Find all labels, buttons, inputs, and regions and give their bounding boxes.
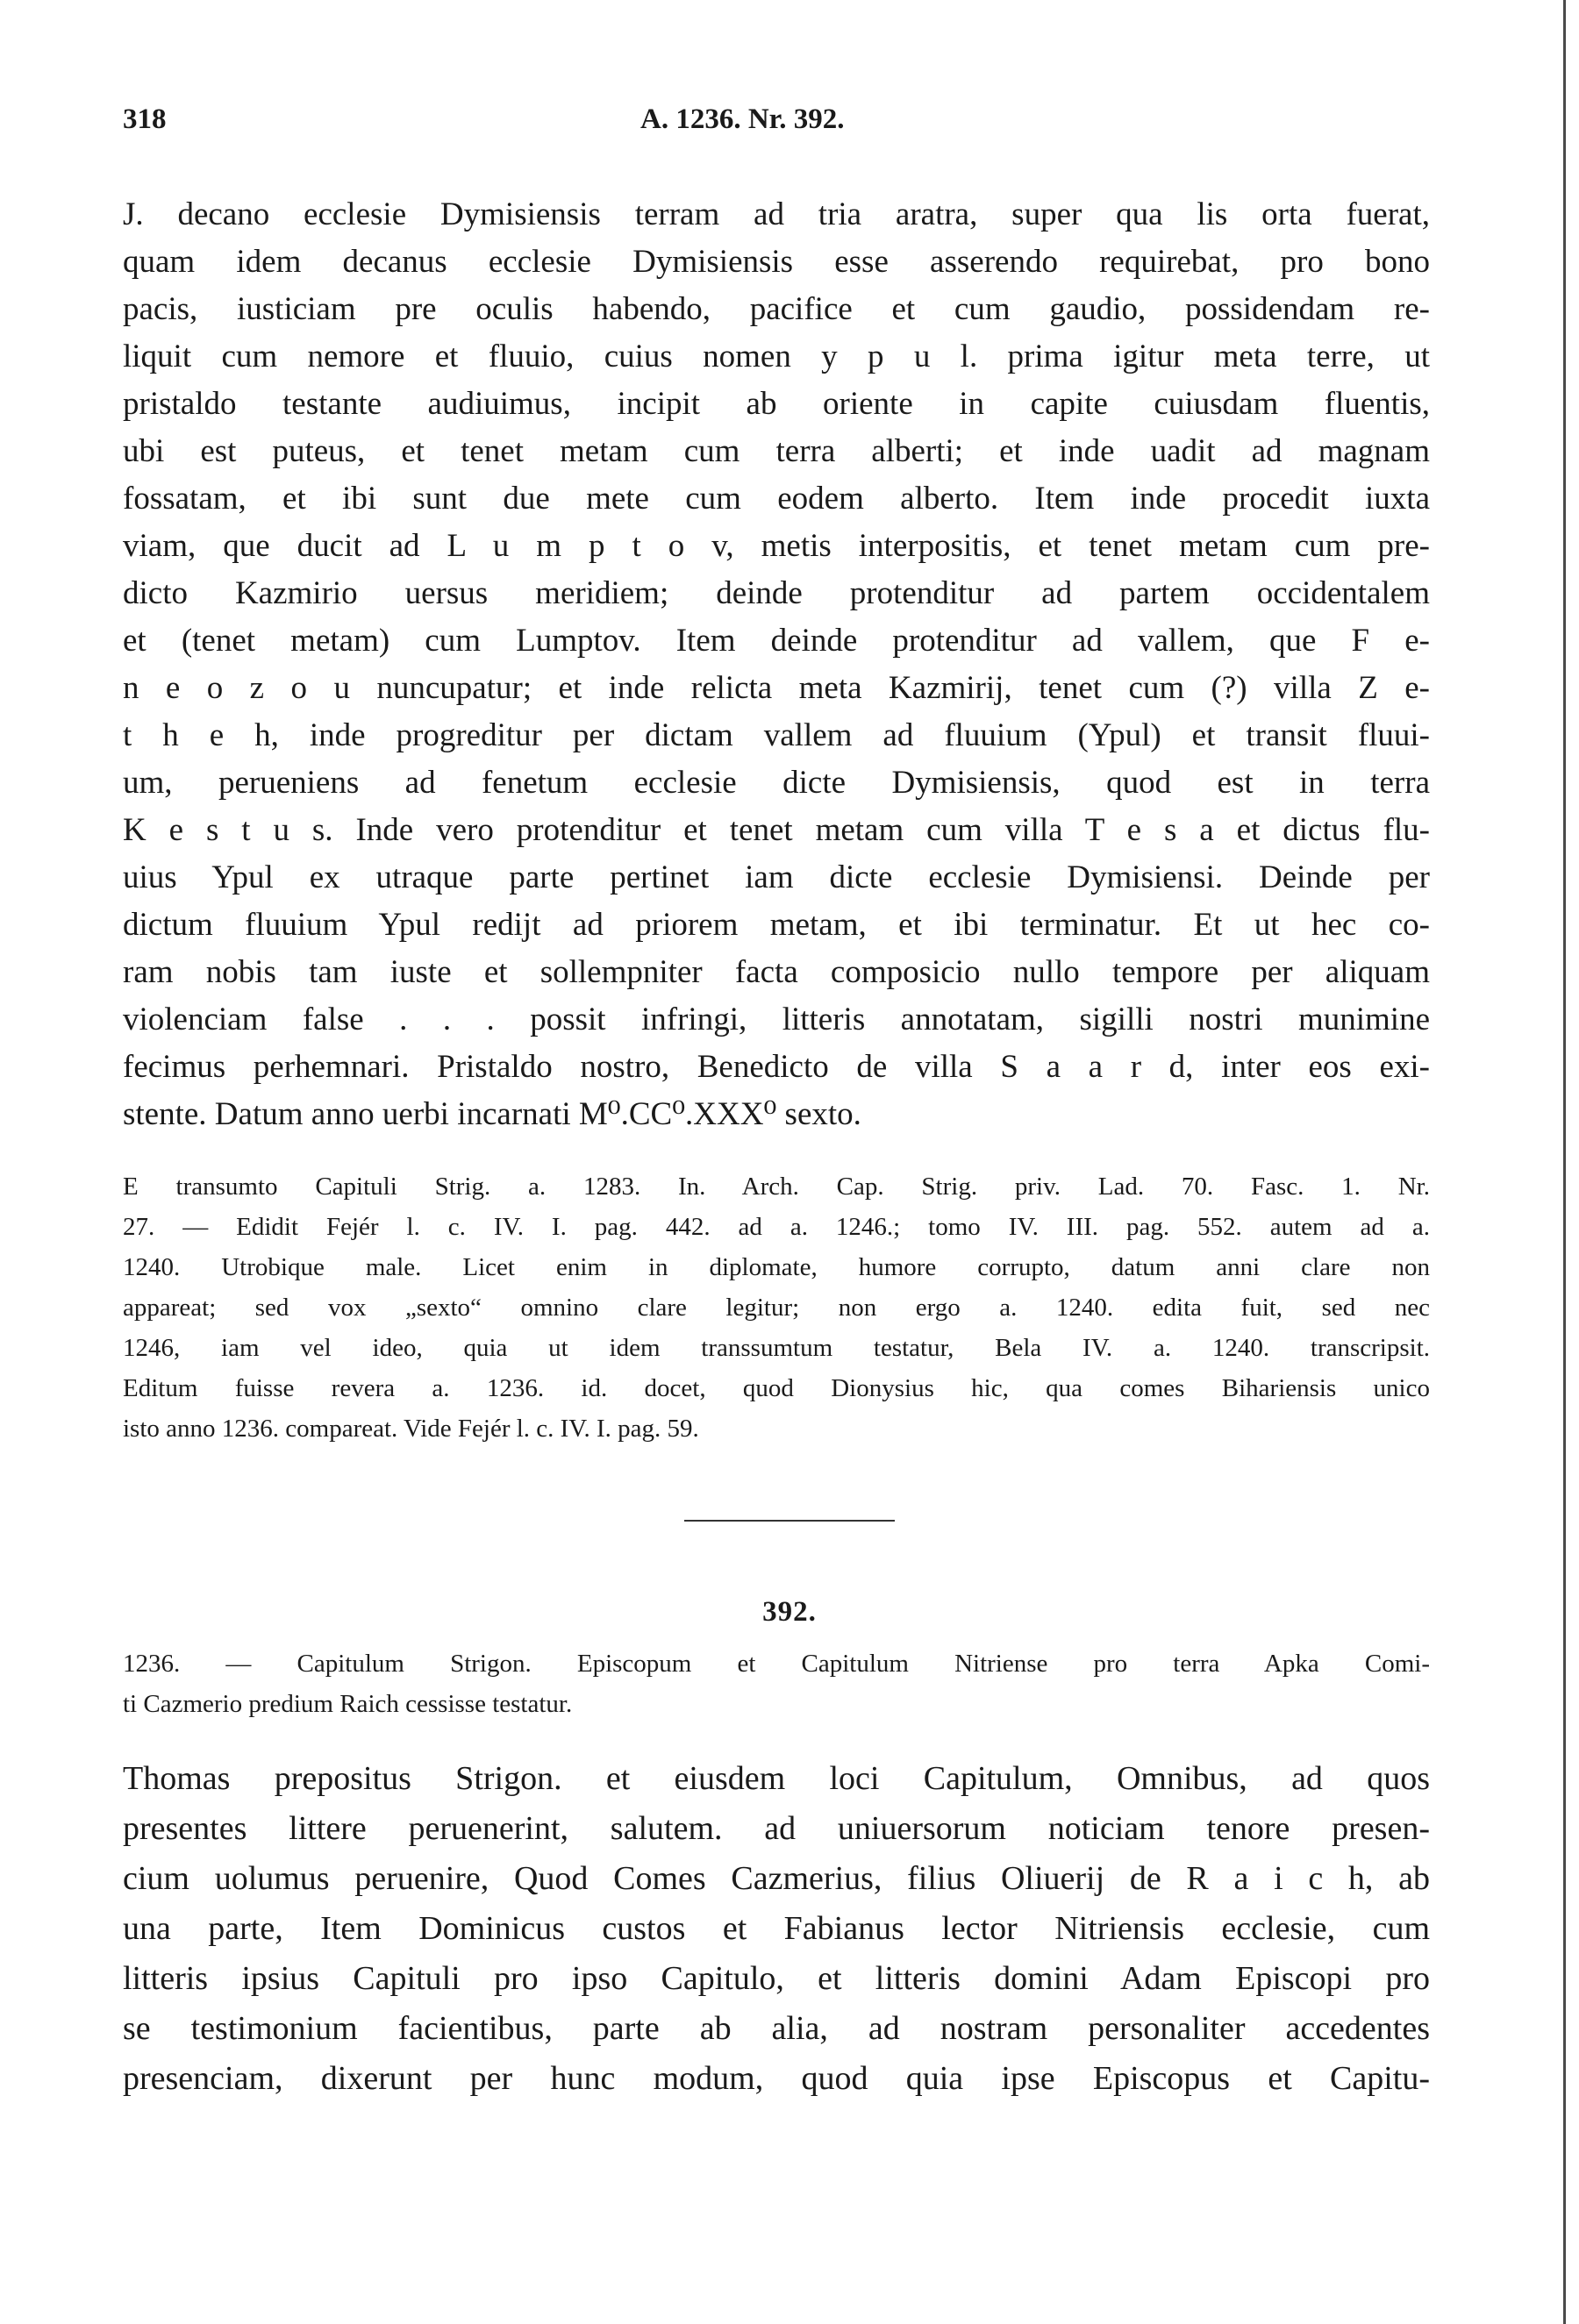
page-edge-line (1563, 0, 1566, 2324)
text-line: K e s t u s. Inde vero protenditur et tenet metam cum villa T e s a et dictus flu- (123, 812, 1430, 848)
charter-392-text (123, 1754, 1430, 2104)
note-line: Editum fuisse revera a. 1236. id. docet, quod Dionysius hic, qua comes Bihariensis unico (123, 1374, 1430, 1402)
text-line: t h e h, inde progreditur per dictam vallem ad fluuium (Ypul) et transit fluui- (123, 717, 1430, 753)
page-number: 318 (123, 103, 167, 135)
text-line: fossatam, et ibi sunt due mete cum eodem alberto. Item inde procedit iuxta (123, 481, 1430, 517)
text-line: ram nobis tam iuste et sollempniter facta composicio nullo tempore per aliquam (123, 954, 1430, 990)
note-line: 1246, iam vel ideo, quia ut idem transsumtum testatur, Bela IV. a. 1240. transcripsit. (123, 1334, 1430, 1362)
note-line: 27. — Edidit Fejér l. c. IV. I. pag. 442. ad a. 1246.; tomo IV. III. pag. 552. autem ad a. (123, 1213, 1430, 1241)
text-line: et (tenet metam) cum Lumptov. Item deinde protenditur ad vallem, que F e- (123, 623, 1430, 659)
summary-line: ti Cazmerio predium Raich cessisse testatur. (123, 1690, 573, 1718)
text-line: una parte, Item Dominicus custos et Fabianus lector Nitriensis ecclesie, cum (123, 1910, 1430, 1947)
charter-391-text (123, 191, 1430, 1138)
text-line: fecimus perhemnari. Pristaldo nostro, Benedicto de villa S a a r d, inter eos exi- (123, 1049, 1430, 1085)
document-number: 392. (762, 1596, 817, 1628)
section-divider (684, 1520, 895, 1522)
text-line: liquit cum nemore et fluuio, cuius nomen y p u l. prima igitur meta terre, ut (123, 339, 1430, 374)
text-line: pristaldo testante audiuimus, incipit ab oriente in capite cuiusdam fluentis, (123, 386, 1430, 422)
text-line: pacis, iusticiam pre oculis habendo, pacifice et cum gaudio, possidendam re- (123, 291, 1430, 327)
text-line: presenciam, dixerunt per hunc modum, quod quia ipse Episcopus et Capitu- (123, 2060, 1430, 2097)
running-header (123, 103, 1439, 139)
summary-line: 1236. — Capitulum Strigon. Episcopum et Capitulum Nitriense pro terra Apka Comi- (123, 1650, 1430, 1678)
text-line: uius Ypul ex utraque parte pertinet iam dicte ecclesie Dymisiensi. Deinde per (123, 859, 1430, 895)
text-line: presentes littere peruenerint, salutem. ad uniuersorum noticiam tenore presen- (123, 1810, 1430, 1847)
note-line: isto anno 1236. compareat. Vide Fejér l. c. IV. I. pag. 59. (123, 1415, 699, 1443)
text-line: J. decano ecclesie Dymisiensis terram ad tria aratra, super qua lis orta fuerat, (123, 196, 1430, 232)
text-line: Thomas prepositus Strigon. et eiusdem loci Capitulum, Omnibus, ad quos (123, 1760, 1430, 1797)
note-line: appareat; sed vox „sexto“ omnino clare legitur; non ergo a. 1240. edita fuit, sed nec (123, 1294, 1430, 1322)
editorial-note (123, 1166, 1430, 1449)
text-line: dictum fluuium Ypul redijt ad priorem metam, et ibi terminatur. Et ut hec co- (123, 907, 1430, 943)
text-line: viam, que ducit ad L u m p t o v, metis interpositis, et tenet metam cum pre- (123, 528, 1430, 564)
note-line: E transumto Capituli Strig. a. 1283. In. Arch. Cap. Strig. priv. Lad. 70. Fasc. 1. Nr. (123, 1173, 1430, 1201)
text-line: quam idem decanus ecclesie Dymisiensis esse asserendo requirebat, pro bono (123, 244, 1430, 280)
regest-summary (123, 1643, 1430, 1724)
note-line: 1240. Utrobique male. Licet enim in diplomate, humore corrupto, datum anni clare non (123, 1253, 1430, 1281)
text-line: cium uolumus peruenire, Quod Comes Cazmerius, filius Oliuerij de R a i c h, ab (123, 1860, 1430, 1897)
text-line: stente. Datum anno uerbi incarnati M⁰.CC⁰.XXX⁰ sexto. (123, 1096, 861, 1132)
text-line: se testimonium facientibus, parte ab alia, ad nostram personaliter accedentes (123, 2010, 1430, 2047)
text-line: n e o z o u nuncupatur; et inde relicta meta Kazmirij, tenet cum (?) villa Z e- (123, 670, 1430, 706)
running-title: A. 1236. Nr. 392. (640, 103, 845, 135)
text-line: um, perueniens ad fenetum ecclesie dicte Dymisiensis, quod est in terra (123, 765, 1430, 801)
text-line: ubi est puteus, et tenet metam cum terra alberti; et inde uadit ad magnam (123, 433, 1430, 469)
text-line: dicto Kazmirio uersus meridiem; deinde protenditur ad partem occidentalem (123, 575, 1430, 611)
text-line: violenciam false . . . possit infringi, litteris annotatam, sigilli nostri munimine (123, 1002, 1430, 1037)
text-line: litteris ipsius Capituli pro ipso Capitulo, et litteris domini Adam Episcopi pro (123, 1960, 1430, 1997)
